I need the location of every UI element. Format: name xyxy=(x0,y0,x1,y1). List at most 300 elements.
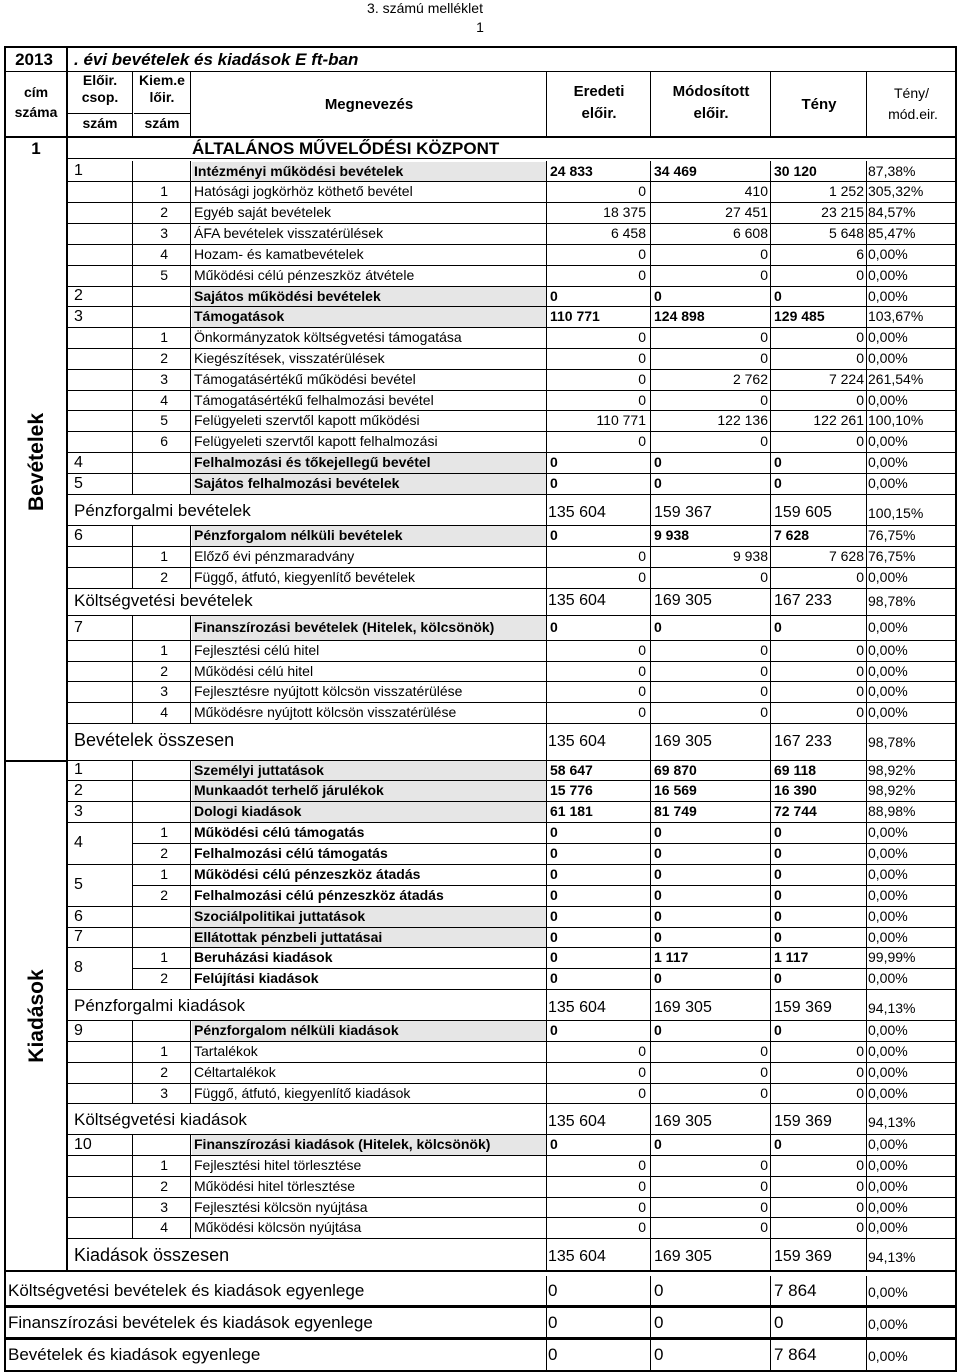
rule xyxy=(770,452,771,473)
val-teny-mod: 0,00% xyxy=(868,1064,908,1080)
rule xyxy=(770,1308,771,1338)
total-teny-mod: 98,78% xyxy=(868,593,916,609)
rule xyxy=(866,1155,867,1176)
subgroup-number: 4 xyxy=(160,704,168,720)
val-teny-mod: 0,00% xyxy=(868,350,908,366)
rule xyxy=(650,822,651,843)
subgroup-number: 4 xyxy=(160,1219,168,1235)
subgroup-number: 1 xyxy=(160,642,168,658)
rule xyxy=(190,390,191,410)
balance-teny-mod: 0,00% xyxy=(868,1316,908,1332)
val-teny-mod: 0,00% xyxy=(868,329,908,345)
val-eredeti: 0 xyxy=(638,183,646,199)
rule xyxy=(866,1176,867,1197)
rule xyxy=(866,410,867,431)
val-teny: 0 xyxy=(774,929,782,945)
rule xyxy=(770,640,771,661)
side-label-bevetelek: Bevételek xyxy=(25,412,48,512)
val-teny-mod: 0,00% xyxy=(868,866,908,882)
val-modositott: 0 xyxy=(760,1085,768,1101)
rule xyxy=(546,947,547,968)
val-modositott: 16 569 xyxy=(654,782,697,798)
header-kiem-2: lőir. xyxy=(149,89,175,105)
total-eredeti: 135 604 xyxy=(548,592,606,609)
rule xyxy=(546,181,547,202)
rule xyxy=(866,327,867,348)
val-teny: 0 xyxy=(856,1085,864,1101)
rule xyxy=(770,801,771,822)
total-label: Kiadások összesen xyxy=(74,1245,230,1265)
header-modositott-2: előir. xyxy=(693,105,729,122)
total-eredeti: 135 604 xyxy=(548,504,606,521)
rule xyxy=(546,202,547,223)
val-eredeti: 0 xyxy=(550,454,558,470)
rule xyxy=(650,1020,651,1041)
subgroup-number: 1 xyxy=(160,824,168,840)
subgroup-number: 5 xyxy=(160,267,168,283)
val-teny: 129 485 xyxy=(774,308,825,324)
item-name: Fejlesztésre nyújtott kölcsön visszatérülése xyxy=(194,683,463,699)
rule xyxy=(546,615,547,640)
rule xyxy=(190,843,191,864)
rule xyxy=(770,348,771,369)
val-teny-mod: 0,00% xyxy=(868,475,908,491)
rule xyxy=(770,431,771,452)
val-teny: 0 xyxy=(774,845,782,861)
rule xyxy=(650,286,651,306)
val-eredeti: 0 xyxy=(550,887,558,903)
val-modositott: 9 938 xyxy=(654,527,690,543)
val-eredeti: 24 833 xyxy=(550,163,593,179)
rule xyxy=(650,681,651,702)
rule xyxy=(546,306,547,327)
group-name: Finanszírozási bevételek (Hitelek, kölcsönök) xyxy=(194,619,495,635)
rule xyxy=(66,989,957,990)
rule xyxy=(546,567,547,588)
val-eredeti: 0 xyxy=(638,569,646,585)
subgroup-number: 2 xyxy=(160,845,168,861)
rule xyxy=(650,452,651,473)
header-megnevezes: Megnevezés xyxy=(324,96,414,113)
val-teny-mod: 0,00% xyxy=(868,845,908,861)
rule xyxy=(866,390,867,410)
rule xyxy=(66,1103,957,1104)
rule xyxy=(546,161,547,181)
total-label: Bevételek összesen xyxy=(74,730,235,750)
group-name: Felhalmozási célú pénzeszköz átadás xyxy=(194,887,444,903)
rule xyxy=(190,369,191,390)
rule xyxy=(546,1176,547,1197)
group-name: Munkaadót terhelő járulékok xyxy=(194,782,384,798)
val-eredeti: 0 xyxy=(638,1043,646,1059)
val-teny: 0 xyxy=(856,350,864,366)
group-number: 3 xyxy=(74,803,83,820)
rule xyxy=(650,348,651,369)
item-name: Felügyeleti szervtől kapott felhalmozási xyxy=(194,433,438,449)
rule xyxy=(546,640,547,661)
rule xyxy=(190,244,191,265)
rule xyxy=(770,906,771,927)
subgroup-number: 1 xyxy=(160,1157,168,1173)
rule xyxy=(190,1197,191,1217)
rule xyxy=(650,244,651,265)
rule xyxy=(866,822,867,843)
rule xyxy=(650,369,651,390)
rule xyxy=(132,244,133,265)
total-modositott: 169 305 xyxy=(654,1248,712,1265)
val-modositott: 0 xyxy=(654,866,662,882)
val-modositott: 0 xyxy=(654,908,662,924)
val-teny: 0 xyxy=(856,1043,864,1059)
rule xyxy=(650,1083,651,1103)
subgroup-number: 2 xyxy=(160,350,168,366)
val-modositott: 0 xyxy=(760,267,768,283)
rule xyxy=(132,161,133,181)
rule xyxy=(546,431,547,452)
rule xyxy=(866,1062,867,1083)
val-teny-mod: 85,47% xyxy=(868,225,916,241)
rule xyxy=(650,906,651,927)
rule xyxy=(4,1305,957,1307)
total-teny: 159 369 xyxy=(774,1248,832,1265)
val-teny-mod: 0,00% xyxy=(868,1085,908,1101)
total-label: Költségvetési kiadások xyxy=(74,1110,247,1129)
rule xyxy=(650,780,651,801)
rule xyxy=(190,306,191,327)
rule xyxy=(4,760,66,762)
rule xyxy=(132,702,133,723)
val-eredeti: 18 375 xyxy=(603,204,646,220)
rule xyxy=(650,1308,651,1338)
rule xyxy=(650,640,651,661)
item-name: Működési célú hitel xyxy=(194,663,314,679)
rule xyxy=(190,525,191,546)
subgroup-number: 6 xyxy=(160,433,168,449)
val-teny-mod: 0,00% xyxy=(868,246,908,262)
rule xyxy=(650,546,651,567)
val-teny-mod: 0,00% xyxy=(868,1178,908,1194)
group-number: 1 xyxy=(74,162,83,179)
val-modositott: 9 938 xyxy=(732,548,768,564)
balance-teny: 7 864 xyxy=(774,1281,817,1300)
val-eredeti: 0 xyxy=(638,663,646,679)
header-kiem-3: szám xyxy=(144,115,180,131)
group-number: 4 xyxy=(74,834,83,851)
rule xyxy=(650,1134,651,1155)
rule xyxy=(546,1197,547,1217)
rule xyxy=(132,968,133,989)
total-teny: 159 369 xyxy=(774,999,832,1016)
rule xyxy=(866,588,867,615)
rule xyxy=(132,640,133,661)
rule xyxy=(770,989,771,1020)
rule xyxy=(650,306,651,327)
rule xyxy=(650,525,651,546)
item-name: Függő, átfutó, kiegyenlítő kiadások xyxy=(194,1085,411,1101)
val-modositott: 0 xyxy=(760,246,768,262)
val-teny: 1 252 xyxy=(828,183,864,199)
header-csop-1: Előir. xyxy=(82,72,118,88)
val-modositott: 0 xyxy=(654,887,662,903)
rule xyxy=(132,431,133,452)
val-eredeti: 0 xyxy=(550,866,558,882)
rule xyxy=(650,494,651,525)
val-eredeti: 0 xyxy=(550,949,558,965)
item-name: Előző évi pénzmaradvány xyxy=(194,548,355,564)
subgroup-number: 2 xyxy=(160,970,168,986)
balance-teny-mod: 0,00% xyxy=(868,1348,908,1364)
rule xyxy=(546,1276,547,1306)
subgroup-number: 4 xyxy=(160,392,168,408)
group-number: 7 xyxy=(74,619,83,636)
rule xyxy=(132,681,133,702)
rule xyxy=(770,1103,771,1134)
rule xyxy=(132,822,133,843)
rule xyxy=(546,286,547,306)
val-teny: 0 xyxy=(856,683,864,699)
header-cim-2: száma xyxy=(14,104,58,120)
rule xyxy=(770,1134,771,1155)
rule xyxy=(866,723,867,760)
rule xyxy=(650,327,651,348)
rule xyxy=(650,661,651,681)
val-eredeti: 0 xyxy=(550,908,558,924)
item-name: Hozam- és kamatbevételek xyxy=(194,246,364,262)
rule xyxy=(190,822,191,843)
val-teny: 16 390 xyxy=(774,782,817,798)
val-eredeti: 0 xyxy=(638,1199,646,1215)
balance-eredeti: 0 xyxy=(548,1345,558,1364)
rule xyxy=(66,113,132,114)
rule xyxy=(190,410,191,431)
rule xyxy=(770,780,771,801)
rule xyxy=(190,1062,191,1083)
val-teny-mod: 100,10% xyxy=(868,412,924,428)
total-eredeti: 135 604 xyxy=(548,999,606,1016)
val-modositott: 27 451 xyxy=(725,204,768,220)
rule xyxy=(866,1217,867,1238)
rule xyxy=(132,525,133,546)
rule xyxy=(132,410,133,431)
val-modositott: 0 xyxy=(760,642,768,658)
rule xyxy=(866,927,867,947)
total-label: Pénzforgalmi kiadások xyxy=(74,996,246,1015)
header-csop-3: szám xyxy=(82,115,118,131)
rule xyxy=(770,1217,771,1238)
total-teny-mod: 100,15% xyxy=(868,505,924,521)
val-eredeti: 0 xyxy=(638,1064,646,1080)
val-teny: 0 xyxy=(856,663,864,679)
rule xyxy=(770,1062,771,1083)
rule xyxy=(132,801,133,822)
rule xyxy=(66,158,957,159)
rule xyxy=(546,588,547,615)
subgroup-number: 2 xyxy=(160,569,168,585)
rule xyxy=(770,265,771,286)
rule xyxy=(190,202,191,223)
group-number: 6 xyxy=(74,908,83,925)
val-modositott: 410 xyxy=(744,183,768,199)
total-teny: 159 369 xyxy=(774,1113,832,1130)
rule xyxy=(866,1083,867,1103)
item-name: Működésre nyújtott kölcsön visszatérülése xyxy=(194,704,457,720)
header-eredeti-2: előir. xyxy=(581,105,617,122)
rule xyxy=(190,1083,191,1103)
rule xyxy=(650,1238,651,1270)
val-eredeti: 0 xyxy=(638,433,646,449)
val-teny-mod: 0,00% xyxy=(868,1219,908,1235)
val-teny-mod: 0,00% xyxy=(868,392,908,408)
rule xyxy=(650,567,651,588)
val-modositott: 0 xyxy=(654,845,662,861)
val-modositott: 0 xyxy=(654,824,662,840)
total-modositott: 169 305 xyxy=(654,1113,712,1130)
total-teny: 167 233 xyxy=(774,592,832,609)
val-teny: 0 xyxy=(856,1199,864,1215)
rule xyxy=(650,473,651,494)
rule xyxy=(650,431,651,452)
rule xyxy=(132,661,133,681)
val-teny-mod: 0,00% xyxy=(868,929,908,945)
subgroup-number: 3 xyxy=(160,1199,168,1215)
val-teny-mod: 98,92% xyxy=(868,762,916,778)
rule xyxy=(650,71,651,136)
val-teny-mod: 0,00% xyxy=(868,970,908,986)
rule xyxy=(770,1083,771,1103)
rule xyxy=(190,927,191,947)
rule xyxy=(866,864,867,885)
rule xyxy=(866,760,867,780)
rule xyxy=(866,244,867,265)
item-name: Függő, átfutó, kiegyenlítő bevételek xyxy=(194,569,416,585)
side-label-kiadasok: Kiadások xyxy=(25,969,48,1063)
rule xyxy=(546,1340,547,1370)
rule xyxy=(770,822,771,843)
rule xyxy=(132,1041,133,1062)
rule xyxy=(866,1276,867,1306)
total-eredeti: 135 604 xyxy=(548,1113,606,1130)
subgroup-number: 3 xyxy=(160,225,168,241)
val-eredeti: 0 xyxy=(550,619,558,635)
rule xyxy=(66,588,957,589)
rule xyxy=(190,161,191,181)
rule xyxy=(546,1217,547,1238)
header-teny-mod-1: Tény/ xyxy=(893,85,929,101)
subgroup-number: 3 xyxy=(160,683,168,699)
rule xyxy=(866,265,867,286)
val-modositott: 0 xyxy=(760,569,768,585)
rule xyxy=(770,286,771,306)
rule xyxy=(650,265,651,286)
rule xyxy=(770,723,771,760)
rule xyxy=(132,1217,133,1238)
rule xyxy=(546,452,547,473)
rule xyxy=(546,223,547,244)
rule xyxy=(132,202,133,223)
rule xyxy=(866,615,867,640)
rule xyxy=(190,181,191,202)
rule xyxy=(190,801,191,822)
rule xyxy=(132,223,133,244)
rule xyxy=(132,390,133,410)
rule xyxy=(650,801,651,822)
total-teny-mod: 94,13% xyxy=(868,1114,916,1130)
val-modositott: 0 xyxy=(760,663,768,679)
rule xyxy=(546,723,547,760)
val-modositott: 122 136 xyxy=(717,412,768,428)
val-teny-mod: 98,92% xyxy=(868,782,916,798)
item-name: Kiegészítések, visszatérülések xyxy=(194,350,385,366)
item-name: Támogatásértékű felhalmozási bevétel xyxy=(194,392,434,408)
rule xyxy=(650,843,651,864)
item-name: Felügyeleti szervtől kapott működési xyxy=(194,412,420,428)
rule xyxy=(650,1176,651,1197)
rule xyxy=(770,927,771,947)
val-teny: 0 xyxy=(856,1178,864,1194)
rule xyxy=(866,369,867,390)
rule xyxy=(866,546,867,567)
page-number: 1 xyxy=(476,19,484,35)
rule xyxy=(650,1197,651,1217)
rule xyxy=(546,71,547,136)
rule xyxy=(650,760,651,780)
rule xyxy=(770,244,771,265)
rule xyxy=(132,843,133,864)
rule xyxy=(546,546,547,567)
org-name: ÁLTALÁNOS MŰVELŐDÉSI KÖZPONT xyxy=(192,139,500,158)
subgroup-number: 2 xyxy=(160,887,168,903)
total-eredeti: 135 604 xyxy=(548,1248,606,1265)
rule xyxy=(770,661,771,681)
val-modositott: 0 xyxy=(654,970,662,986)
subgroup-number: 1 xyxy=(160,1043,168,1059)
rule xyxy=(132,1020,133,1041)
val-teny: 0 xyxy=(774,887,782,903)
rule xyxy=(66,158,68,1270)
group-number: 2 xyxy=(74,287,83,304)
item-name: Működési hitel törlesztése xyxy=(194,1178,356,1194)
val-teny: 0 xyxy=(774,866,782,882)
val-eredeti: 58 647 xyxy=(550,762,593,778)
subgroup-number: 1 xyxy=(160,183,168,199)
total-label: Pénzforgalmi bevételek xyxy=(74,501,251,520)
rule xyxy=(770,494,771,525)
rule xyxy=(650,1155,651,1176)
rule xyxy=(546,390,547,410)
rule xyxy=(866,348,867,369)
title-text: . évi bevételek és kiadások E ft-ban xyxy=(74,50,359,69)
item-name: Önkormányzatok költségvetési támogatása xyxy=(194,329,462,345)
rule xyxy=(546,702,547,723)
group-number: 9 xyxy=(74,1022,83,1039)
rule xyxy=(770,864,771,885)
val-eredeti: 0 xyxy=(638,350,646,366)
subgroup-number: 3 xyxy=(160,371,168,387)
rule xyxy=(190,1020,191,1041)
rule xyxy=(770,525,771,546)
rule xyxy=(650,615,651,640)
group-name: Sajátos működési bevételek xyxy=(194,288,381,304)
rule xyxy=(190,702,191,723)
rule xyxy=(546,822,547,843)
rule xyxy=(190,567,191,588)
rule xyxy=(866,1134,867,1155)
val-eredeti: 0 xyxy=(638,392,646,408)
rule xyxy=(190,906,191,927)
val-eredeti: 0 xyxy=(638,267,646,283)
balance-modositott: 0 xyxy=(654,1345,664,1364)
val-teny-mod: 76,75% xyxy=(868,527,916,543)
